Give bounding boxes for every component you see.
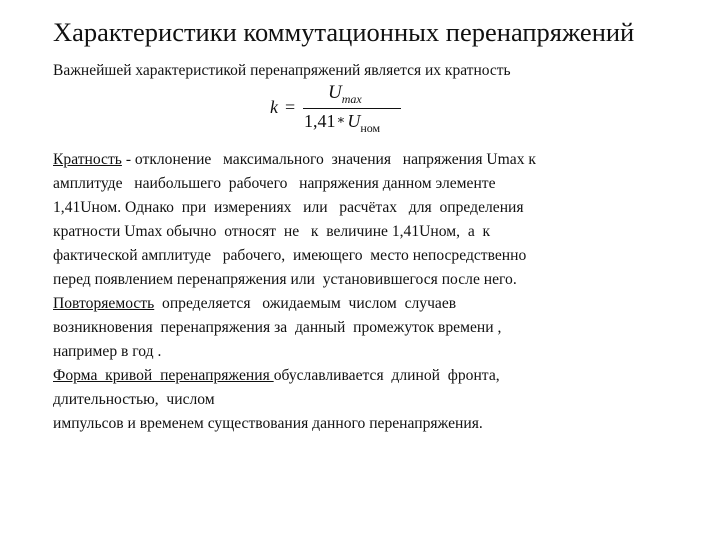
text-line: амплитуде наибольшего рабочего напряжения данном элементе <box>53 175 496 192</box>
text-span: - отклонение максимального значения напряжения Umax к <box>121 151 536 168</box>
formula-numerator <box>328 82 362 104</box>
text-line: фактической амплитуде рабочего, имеющего место непосредственно <box>53 247 527 264</box>
body-text <box>53 148 693 436</box>
fraction-bar <box>303 108 401 109</box>
text-line: например в год . <box>53 343 162 360</box>
denominator-subscript: ном <box>360 121 381 135</box>
numerator-subscript: max <box>341 92 362 106</box>
slide-subtitle: Важнейшей характеристикой перенапряжений является их кратность <box>53 62 511 79</box>
multiply-sign: ∗ <box>336 112 346 127</box>
text-span: определяется ожидаемым числом случаев <box>154 295 457 312</box>
numerator-symbol: U <box>328 82 342 103</box>
term-povtoryaemost: Повторяемость <box>53 295 155 312</box>
text-line: перед появлением перенапряжения или установившегося после него. <box>53 271 517 288</box>
text-line <box>53 148 693 172</box>
ratio-formula <box>270 82 410 138</box>
term-forma-krivoy: Форма кривой перенапряжения <box>53 367 274 384</box>
text-line: 1,41Uном. Однако при измерениях или расчётах для определения <box>53 199 524 216</box>
formula-lhs: k <box>270 97 278 117</box>
denominator-symbol: U <box>347 111 361 131</box>
text-span: обуславливается длиной фронта, <box>273 367 500 384</box>
text-line <box>53 292 693 316</box>
formula-equals: = <box>285 97 296 117</box>
text-line: кратности Umax обычно относят не к величине 1,41Uном, а к <box>53 223 491 240</box>
text-line: длительностью, числом <box>53 391 215 408</box>
denominator-coefficient: 1,41 <box>304 111 336 131</box>
formula-denominator <box>304 111 381 135</box>
text-line: импульсов и временем существования данного перенапряжения. <box>53 415 483 432</box>
term-kratnost: Кратность <box>53 151 122 168</box>
text-line <box>53 364 693 388</box>
text-line: возникновения перенапряжения за данный промежуток времени , <box>53 319 502 336</box>
slide-title: Характеристики коммутационных перенапряжений <box>53 17 635 47</box>
